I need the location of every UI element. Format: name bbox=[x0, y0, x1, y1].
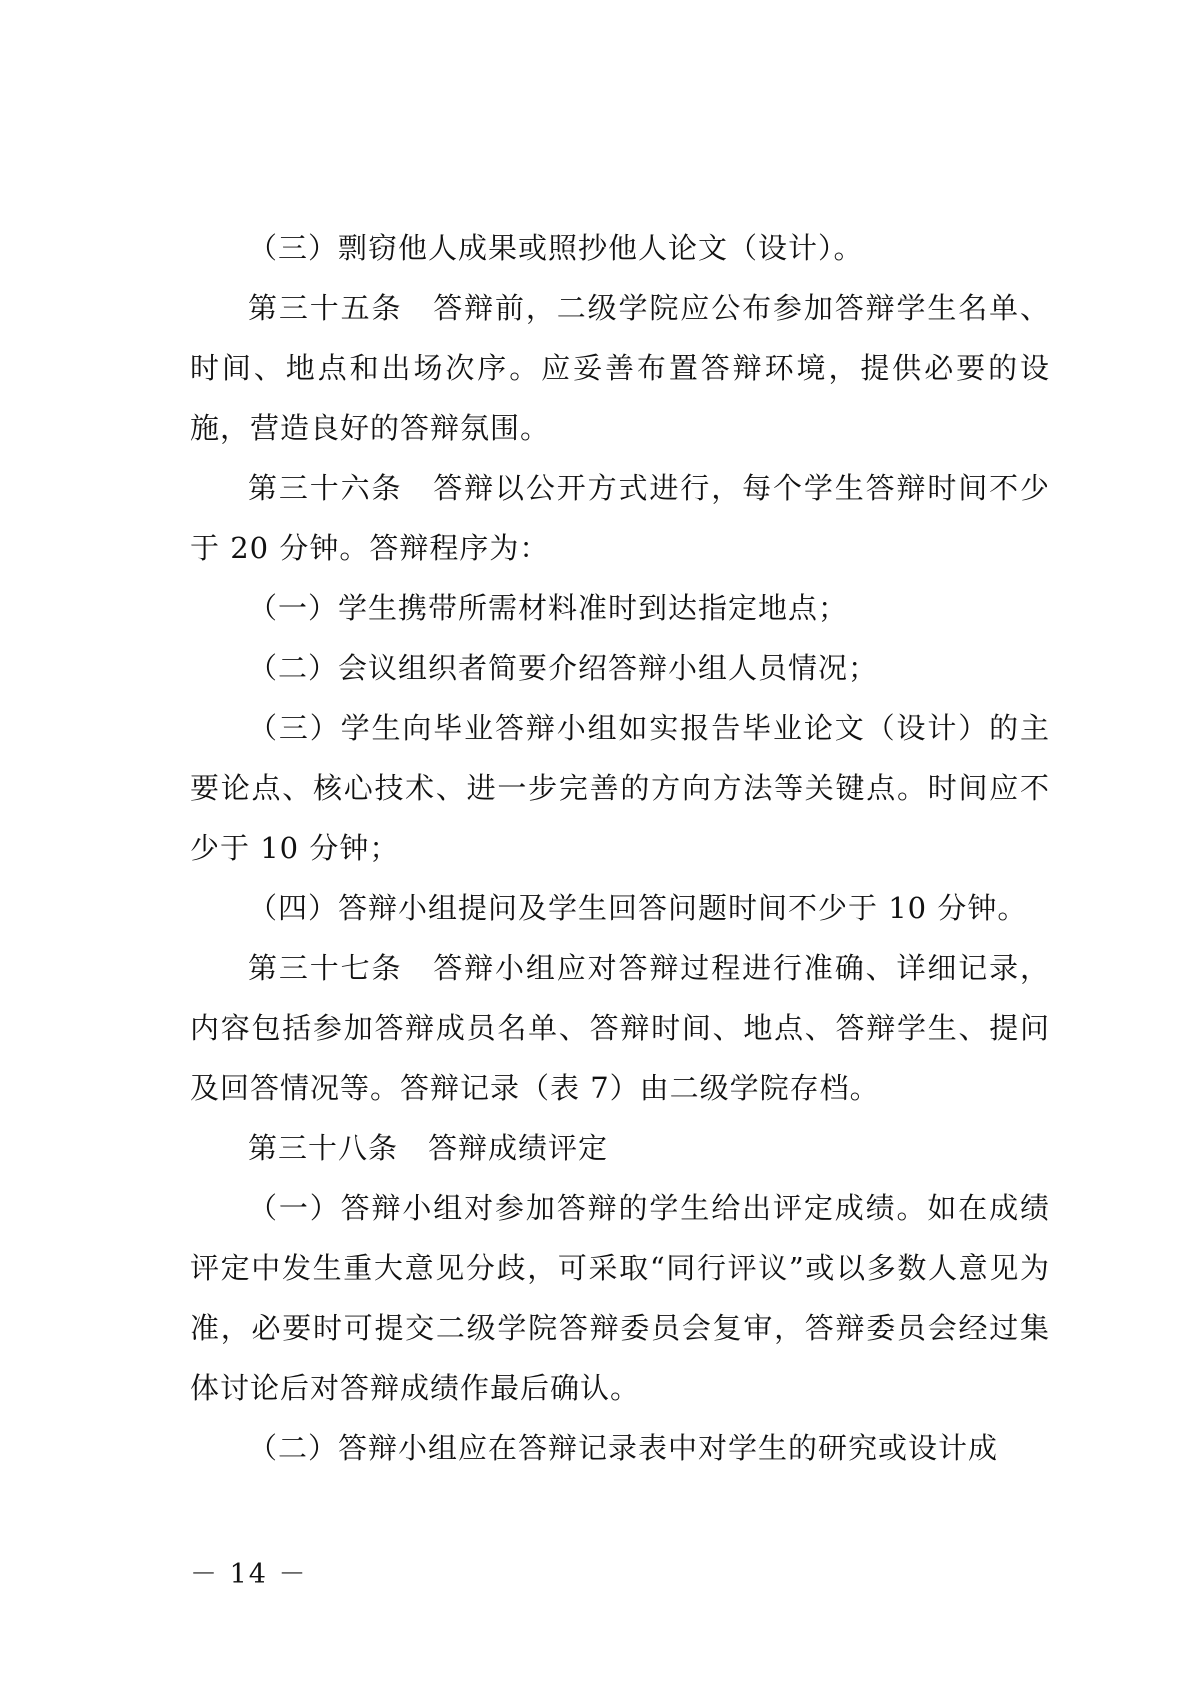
page-number: － 14 － bbox=[190, 1559, 308, 1590]
paragraph-article-35: 第三十五条 答辩前，二级学院应公布参加答辩学生名单、时间、地点和出场次序。应妥善布置答辩环境，提供必要的设施，营造良好的答辩氛围。 bbox=[190, 291, 1050, 445]
paragraph-plagiarism-item: （三）剽窃他人成果或照抄他人论文（设计）。 bbox=[248, 231, 864, 265]
paragraph-procedure-2: （二）会议组织者简要介绍答辩小组人员情况； bbox=[248, 651, 879, 685]
paragraph-article-38: 第三十八条 答辩成绩评定 bbox=[248, 1131, 609, 1165]
paragraph-article-36: 第三十六条 答辩以公开方式进行，每个学生答辩时间不少于 20 分钟。答辩程序为： bbox=[190, 471, 1050, 565]
paragraph-grading-1: （一）答辩小组对参加答辩的学生给出评定成绩。如在成绩评定中发生重大意见分歧，可采取“同行评议”或以多数人意见为准，必要时可提交二级学院答辩委员会复审，答辩委员会经过集体讨论后对答辩成绩作最后确认。 bbox=[190, 1191, 1050, 1405]
paragraph-procedure-4: （四）答辩小组提问及学生回答问题时间不少于 10 分钟。 bbox=[248, 891, 1028, 925]
paragraph-procedure-1: （一）学生携带所需材料准时到达指定地点； bbox=[248, 591, 849, 625]
document-body bbox=[190, 218, 1050, 1478]
paragraph-procedure-3: （三）学生向毕业答辩小组如实报告毕业论文（设计）的主要论点、核心技术、进一步完善的方向方法等关键点。时间应不少于 10 分钟； bbox=[190, 711, 1050, 865]
paragraph-grading-2: （二）答辩小组应在答辩记录表中对学生的研究或设计成 bbox=[248, 1431, 999, 1465]
paragraph-article-37: 第三十七条 答辩小组应对答辩过程进行准确、详细记录，内容包括参加答辩成员名单、答辩时间、地点、答辩学生、提问及回答情况等。答辩记录（表 7）由二级学院存档。 bbox=[190, 951, 1050, 1105]
